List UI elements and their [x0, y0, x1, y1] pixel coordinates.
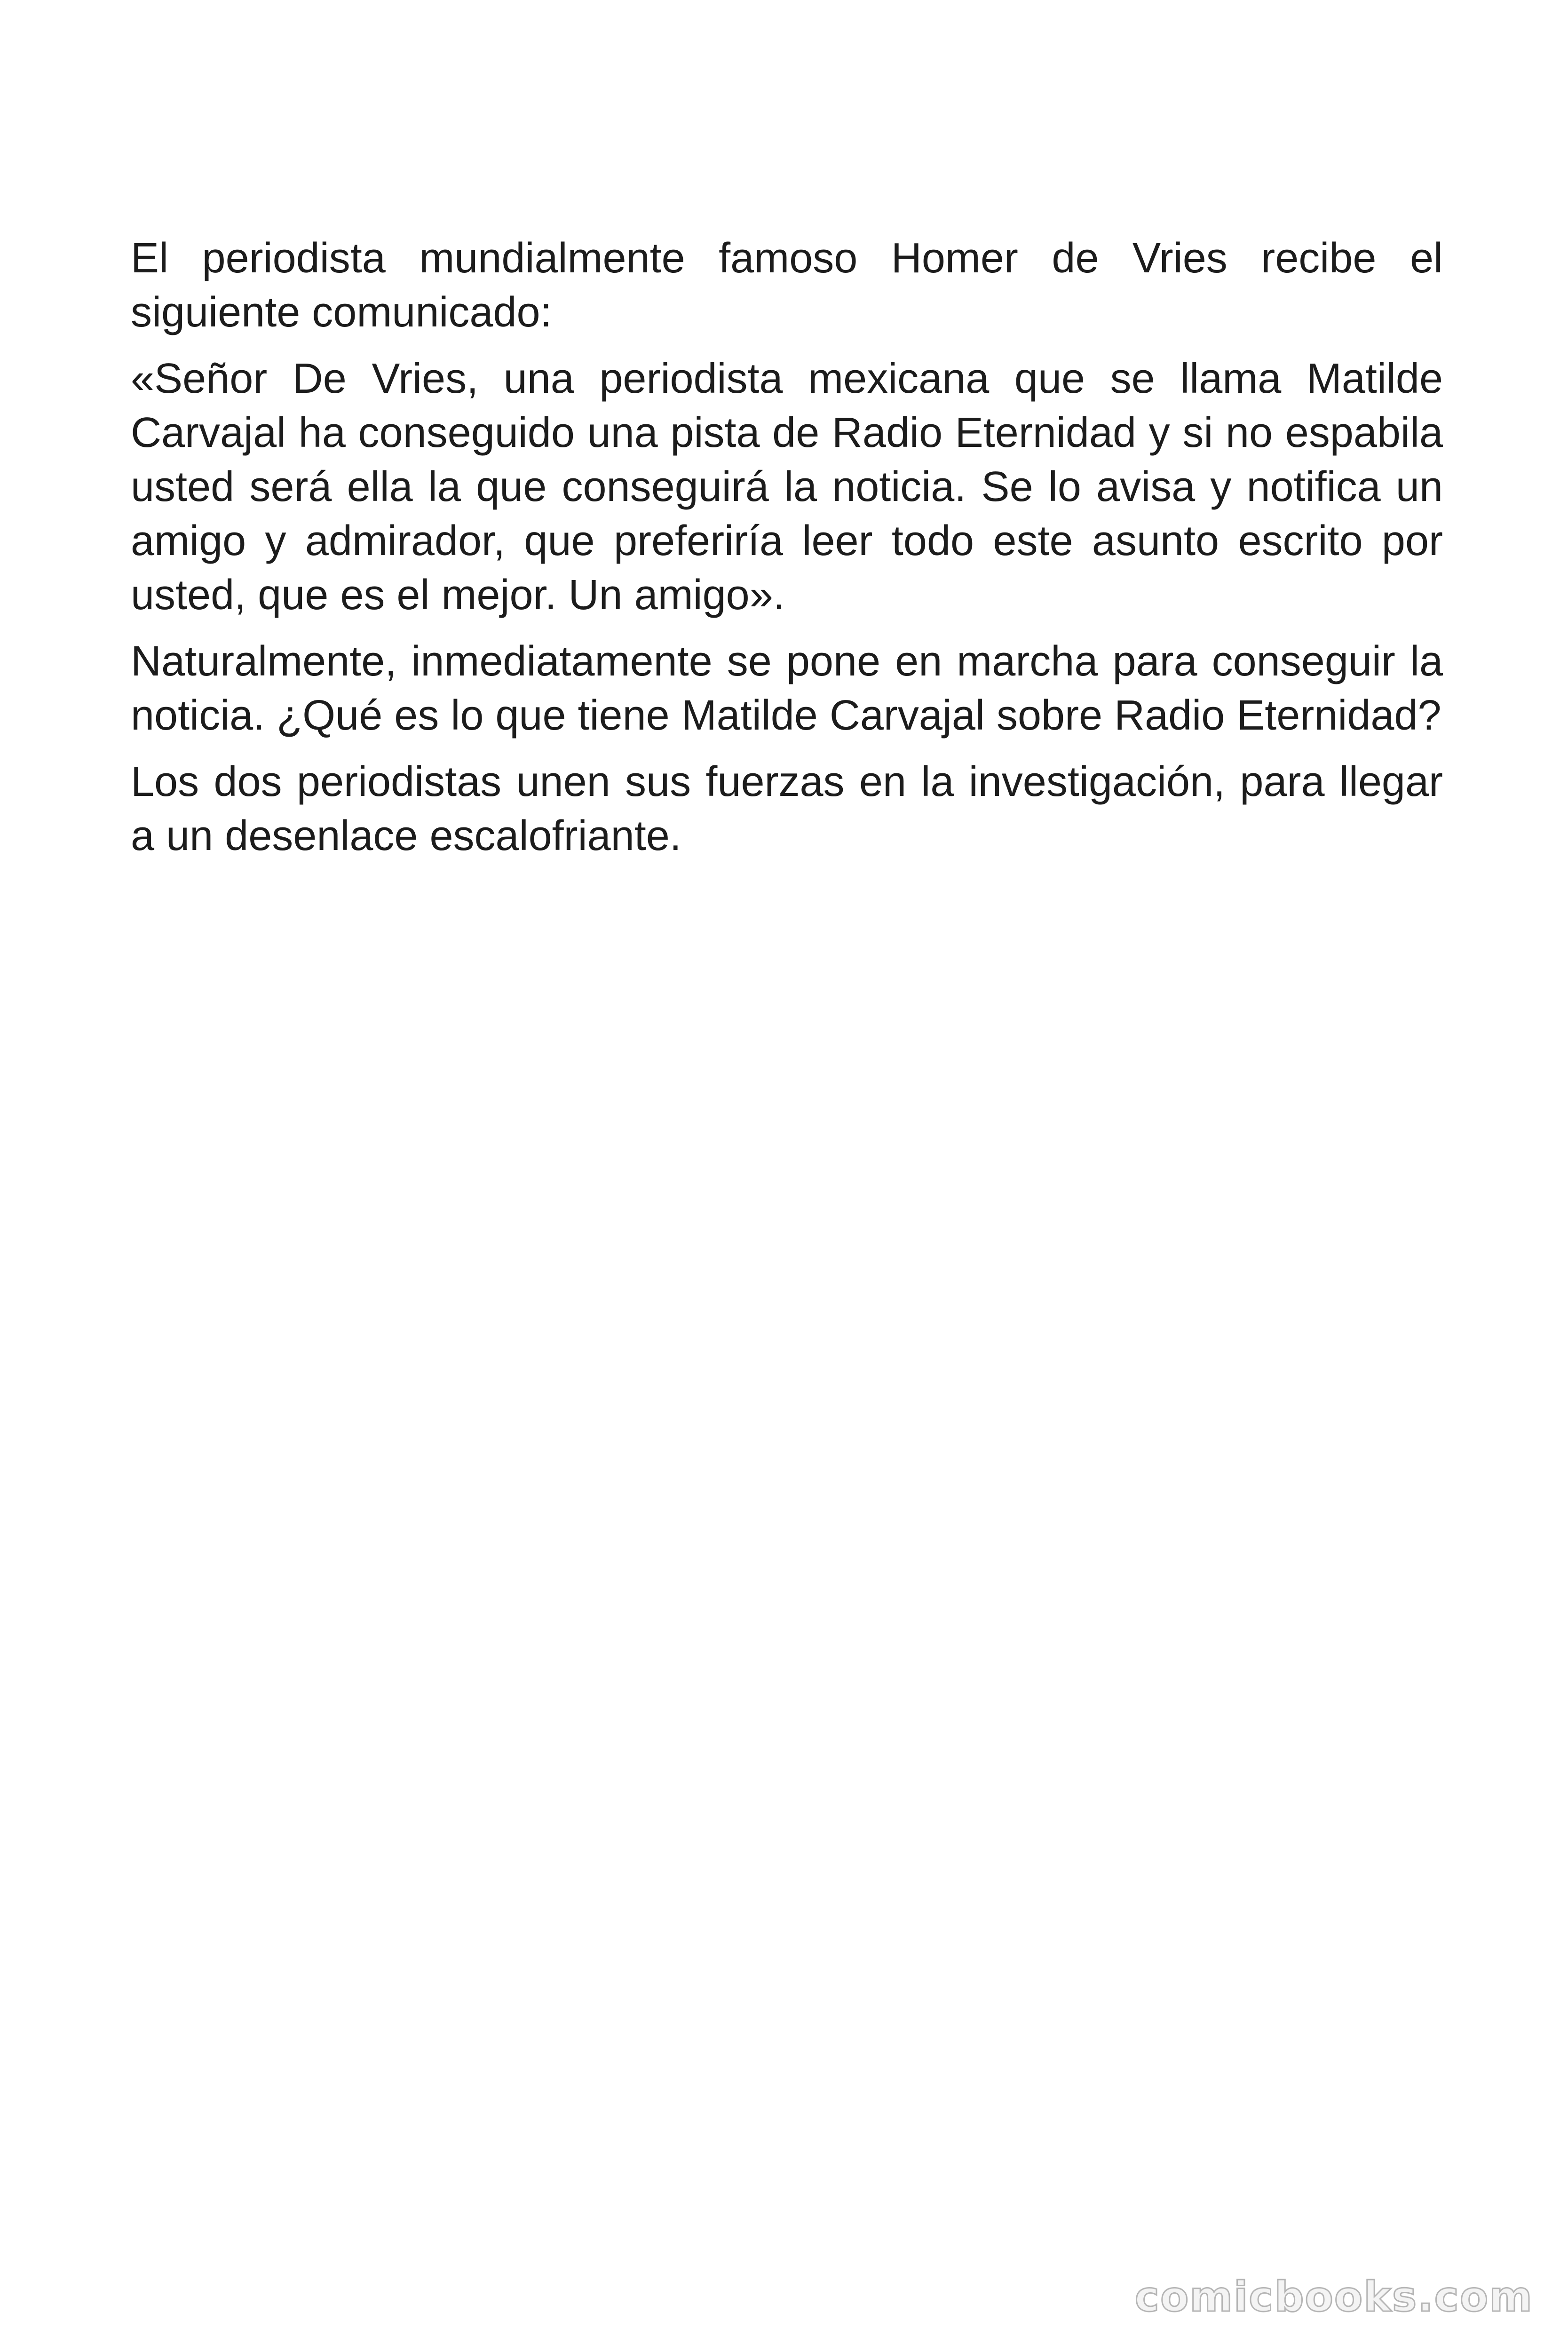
paragraph: El periodista mundialmente famoso Homer de Vries recibe el siguiente comunicado: [131, 235, 1443, 336]
paragraph: «Señor De Vries, una periodista mexicana que se llama Matilde Carvajal ha conseguido una pista de Radio Eternidad y si no espabila usted será ella la que conseguirá la noticia. Se lo avisa y notifica un amigo y admirador, que preferiría leer todo este asunto escrito por usted, que es el mejor. Un amigo». [131, 355, 1443, 619]
watermark: comicbooks.com [1134, 2273, 1533, 2321]
paragraph: Los dos periodistas unen sus fuerzas en la investigación, para llegar a un desenlace escalofriante. [131, 758, 1443, 859]
synopsis-text [131, 231, 1443, 875]
paragraph: Naturalmente, inmediatamente se pone en marcha para conseguir la noticia. ¿Qué es lo que tiene Matilde Carvajal sobre Radio Eternidad? [131, 638, 1443, 739]
